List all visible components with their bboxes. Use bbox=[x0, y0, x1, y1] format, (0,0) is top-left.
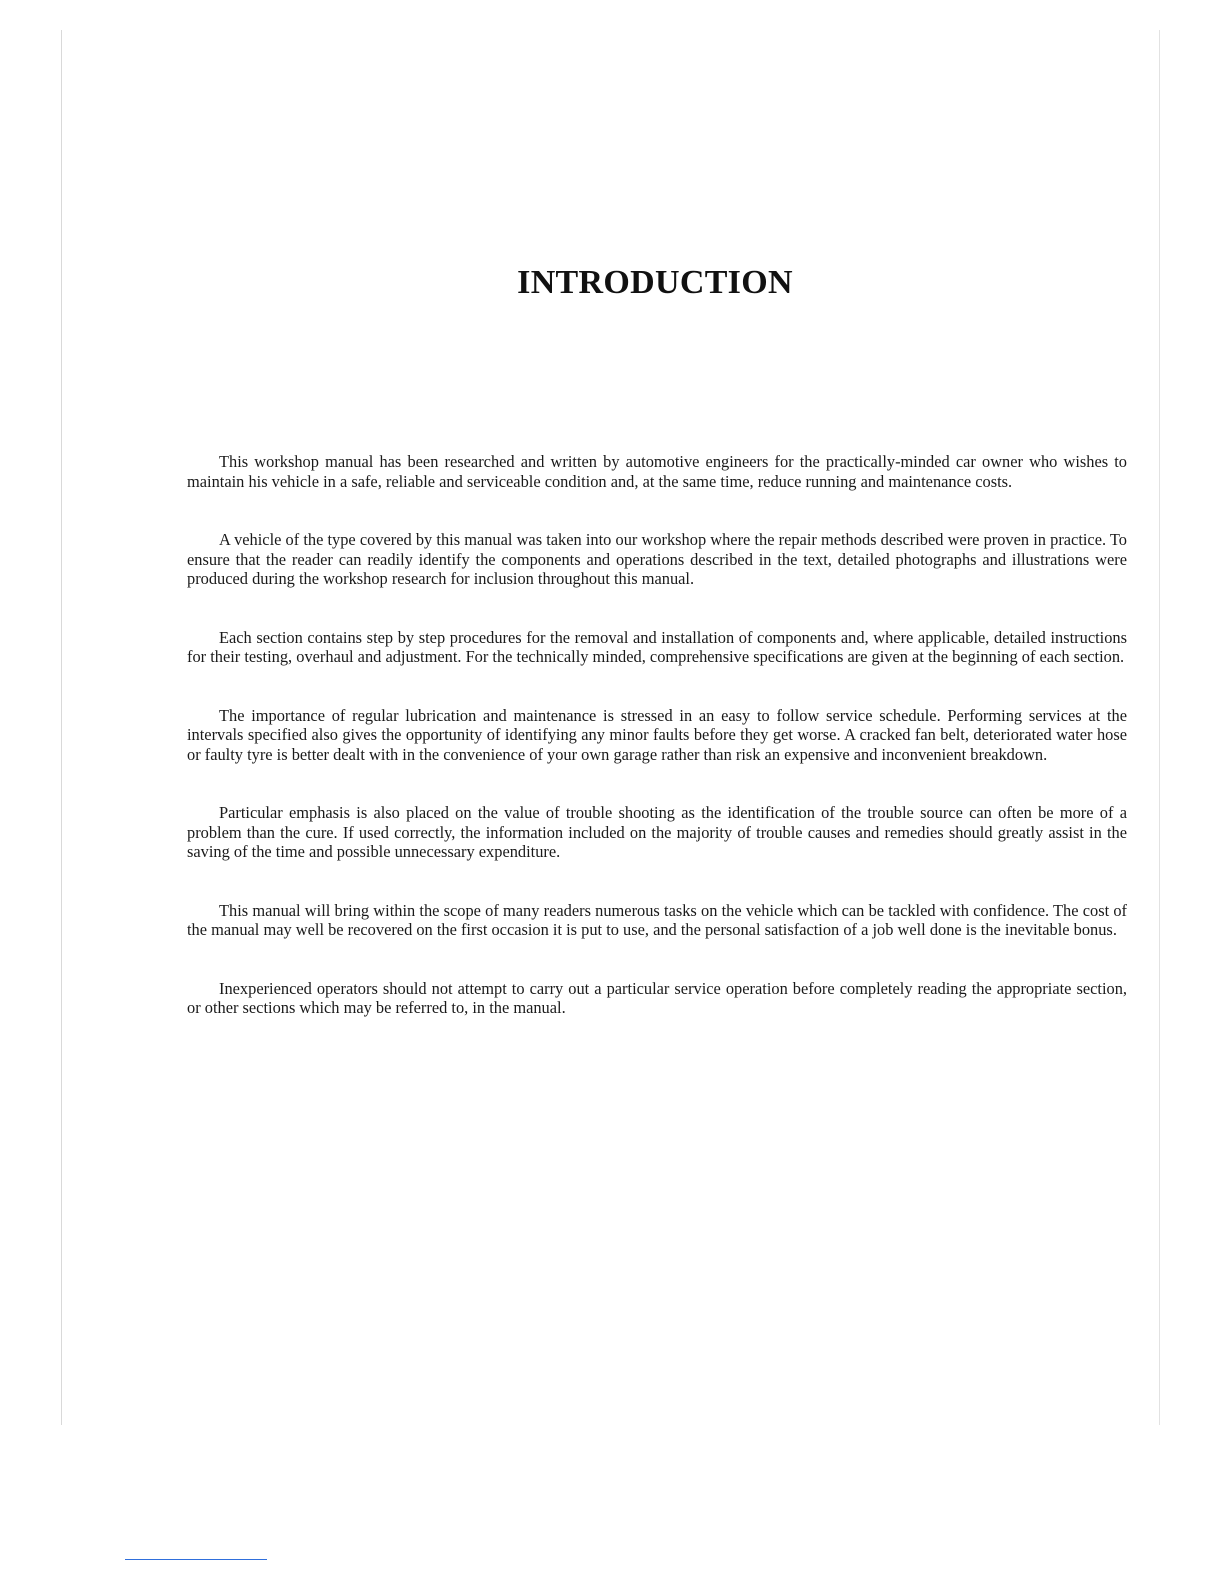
body-text bbox=[187, 452, 1127, 1057]
paragraph-trouble-shooting: Particular emphasis is also placed on the value of trouble shooting as the identification of the trouble source can often be more of a problem than the cure. If used correctly, the information included on the majority of trouble causes and remedies should greatly assist in the saving of the time and possible unnecessary expenditure. bbox=[187, 803, 1127, 861]
paragraph-warning: Inexperienced operators should not attempt to carry out a particular service operation before completely reading the appropriate section, or other sections which may be referred to, in the manual. bbox=[187, 978, 1127, 1017]
paragraph-workshop-research: A vehicle of the type covered by this manual was taken into our workshop where the repair methods described were proven in practice. To ensure that the reader can readily identify the components and operations described in the text, detailed photographs and illustrations were produced during the workshop research for inclusion throughout this manual. bbox=[187, 530, 1127, 588]
paragraph-scope: This manual will bring within the scope of many readers numerous tasks on the vehicle which can be tackled with confidence. The cost of the manual may well be recovered on the first occasion it is put to use, and the personal satisfaction of a job well done is the inevitable bonus. bbox=[187, 900, 1127, 939]
paragraph-maintenance: The importance of regular lubrication and maintenance is stressed in an easy to follow service schedule. Performing services at the intervals specified also gives the opportunity of identifying any minor faults before they get worse. A cracked fan belt, deteriorated water hose or faulty tyre is better dealt with in the convenience of your own garage rather than risk an expensive and inconvenient breakdown. bbox=[187, 705, 1127, 764]
page-title: INTRODUCTION bbox=[517, 264, 793, 301]
paragraph-purpose: This workshop manual has been researched and written by automotive engineers for the practically-minded car owner who wishes to maintain his vehicle in a safe, reliable and serviceable condition and, at the same time, reduce running and maintenance costs. bbox=[187, 452, 1127, 491]
paragraph-section-contents: Each section contains step by step procedures for the removal and installation of components and, where applicable, detailed instructions for their testing, overhaul and adjustment. For the technically minded, comprehensive specifications are given at the beginning of each section. bbox=[187, 627, 1127, 666]
footer-rule bbox=[125, 1559, 267, 1560]
page-edge-left bbox=[61, 30, 62, 1425]
page-edge-right bbox=[1159, 30, 1160, 1425]
